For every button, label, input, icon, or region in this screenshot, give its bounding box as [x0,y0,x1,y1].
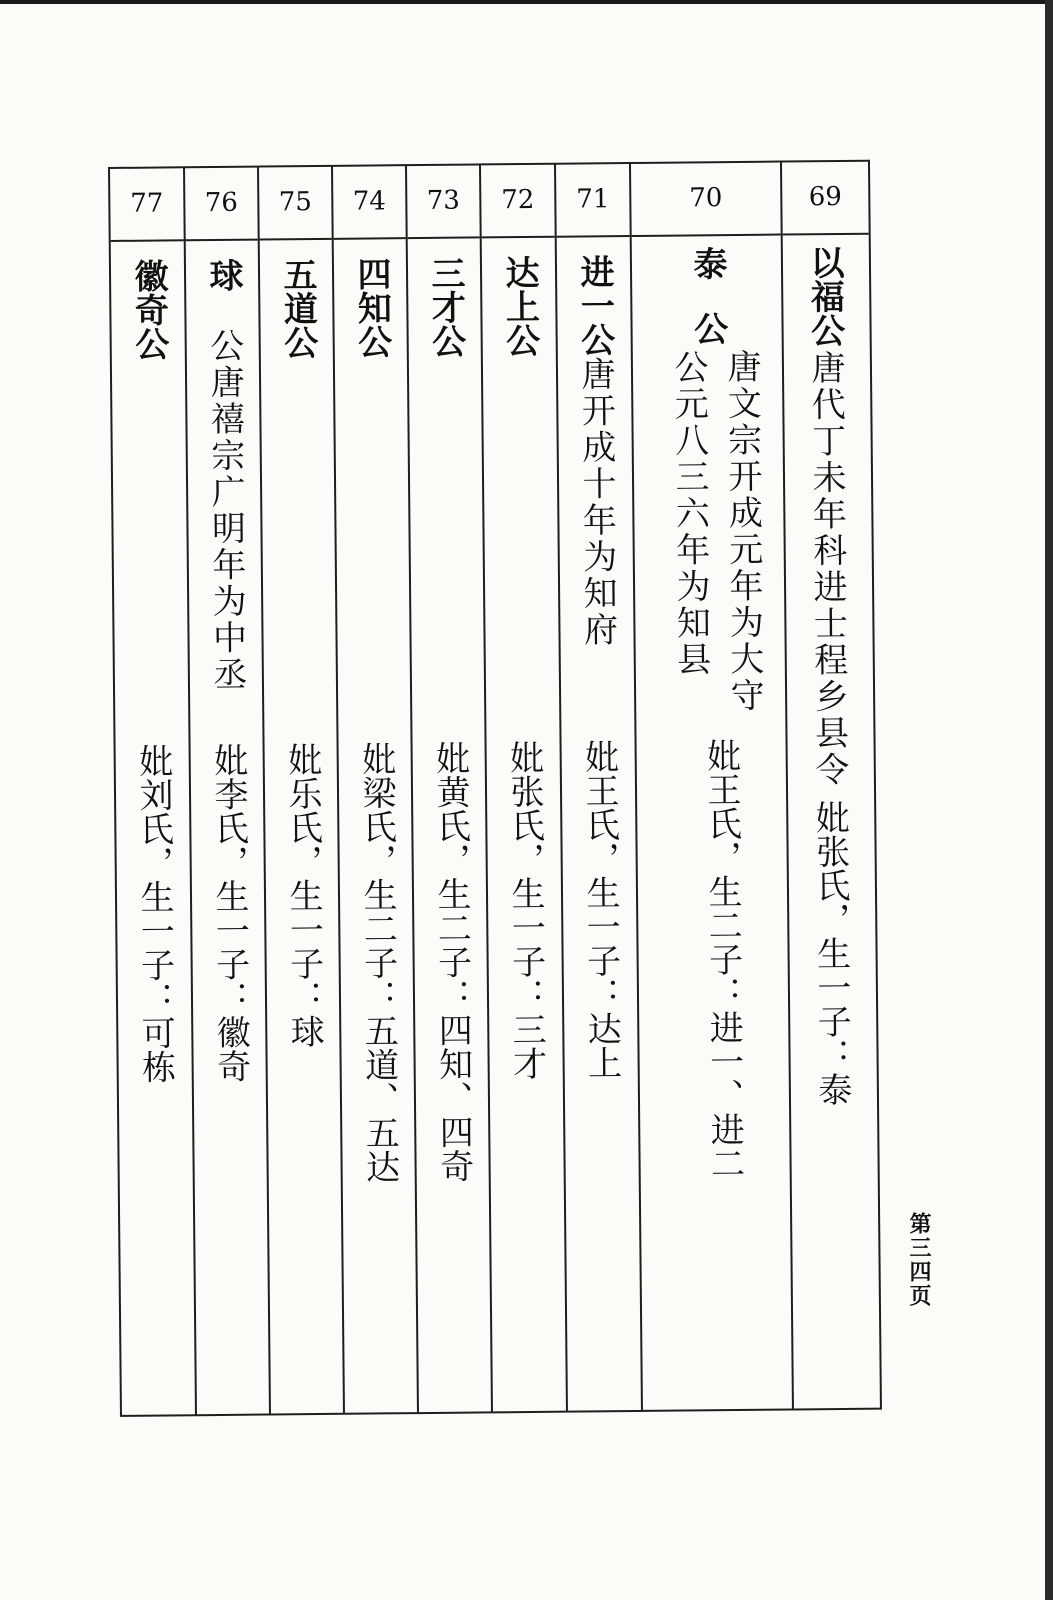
column-number: 71 [556,162,630,238]
official-record: 唐代丁未年科进士程乡县令 [804,349,849,789]
person-name: 球 [202,257,244,293]
spouse-record: 妣梁氏，生二子：五道、五达 [355,741,400,1184]
column-number: 75 [259,165,332,241]
person-name: 以福公 [803,244,845,348]
table-column-77 [108,166,195,1417]
spouse-record: 妣王氏，生一子：达上 [578,739,622,1080]
scan-edge-right [1045,0,1053,1600]
official-record: 唐文宗开成元年为大守 [720,348,765,715]
table-column-76 [183,166,269,1417]
table-column-75 [257,165,343,1416]
official-record-ce: 公元八三六年为知县 [667,349,711,679]
spouse-record: 妣王氏，生二子：进一、进二 [700,737,745,1181]
table-column-70 [629,161,792,1412]
spouse-record: 妣张氏，生一子：泰 [809,799,853,1107]
person-name: 进一公 [573,254,615,357]
person-name: 三才公 [424,255,466,358]
table-column-74 [331,164,417,1415]
column-number: 76 [185,166,258,242]
column-number: 70 [631,161,781,237]
official-record: 唐开成十年为知府 [574,356,618,649]
person-name: 泰 [686,246,728,281]
person-name: 四知公 [350,256,392,359]
column-number: 74 [333,164,406,240]
table-column-73 [405,163,491,1414]
person-name: 徽奇公 [127,258,169,361]
spouse-record: 妣乐氏，生一子：球 [281,741,325,1049]
spouse-record: 妣张氏，生一子：三才 [503,739,547,1081]
table-column-69 [780,160,882,1411]
spouse-record: 妣黄氏，生二子：四知、四奇 [429,740,474,1183]
person-name: 五道公 [276,256,318,360]
column-number: 77 [110,166,184,242]
page-number: 第三四页 [906,1212,931,1308]
column-number: 69 [782,160,869,236]
genealogy-table [108,160,882,1417]
official-record: 公唐禧宗广明年为中丞 [203,327,248,694]
table-column-71 [554,162,641,1413]
spouse-record: 妣刘氏，生一子：可栋 [132,743,176,1084]
table-column-72 [479,163,566,1414]
scan-edge-top [0,0,1053,4]
column-number: 73 [407,163,480,239]
person-name: 达上公 [498,254,540,358]
column-number: 72 [481,163,555,239]
person-name-suffix: 公 [687,311,728,346]
spouse-record: 妣李氏，生一子：徽奇 [207,742,251,1084]
